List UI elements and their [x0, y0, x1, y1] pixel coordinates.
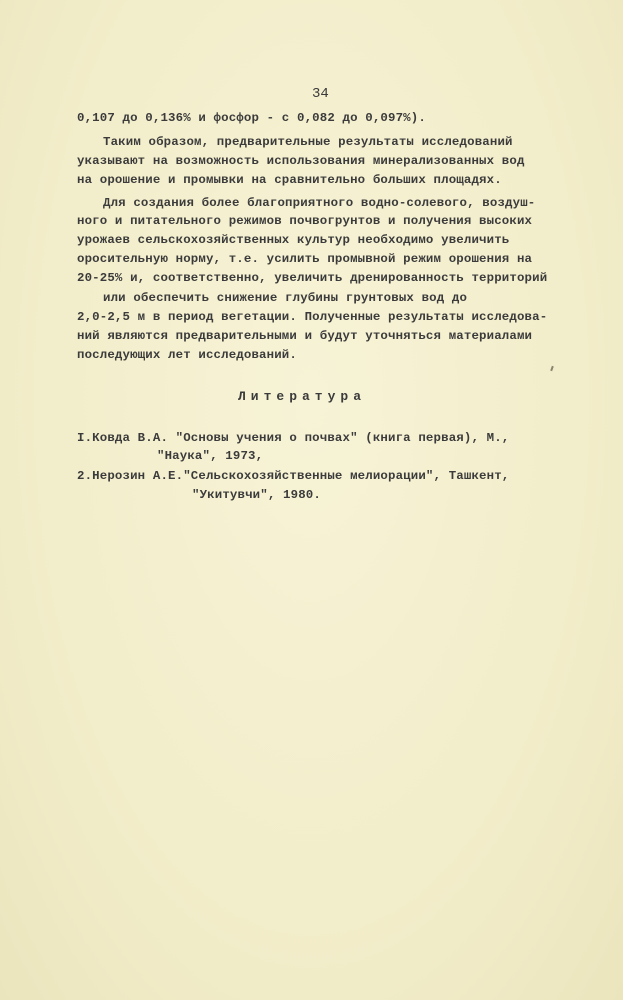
body-line: ного и питательного режимов почвогрунтов и получения высоких — [77, 214, 533, 228]
body-line: 0,107 до 0,136% и фосфор - с 0,082 до 0,097%). — [77, 111, 426, 125]
body-line: на орошение и промывки на сравнительно больших площадях. — [77, 173, 502, 187]
body-line: 20-25% и, соответственно, увеличить дренированность территорий — [77, 271, 548, 285]
body-line: оросительную норму, т.е. усилить промывной режим орошения на — [77, 252, 533, 266]
body-line: урожаев сельскохозяйственных культур необходимо увеличить — [77, 233, 510, 247]
body-line: указывают на возможность использования минерализованных вод — [77, 154, 525, 168]
reference-line: I.Ковда В.А. "Основы учения о почвах" (книга первая), М., — [77, 431, 510, 445]
body-line: Таким образом, предварительные результаты исследований — [103, 135, 513, 149]
reference-line: "Укитувчи", 1980. — [192, 488, 321, 502]
reference-line: 2.Нерозин А.Е."Сельскохозяйственные мелиорации", Ташкент, — [77, 469, 510, 483]
stray-mark — [550, 366, 554, 371]
body-line: последующих лет исследований. — [77, 348, 297, 362]
reference-line: "Наука", 1973, — [157, 449, 264, 463]
body-line: ний являются предварительными и будут уточняться материалами — [77, 329, 533, 343]
body-line: 2,0-2,5 м в период вегетации. Полученные результаты исследова- — [77, 310, 548, 324]
page-number: 34 — [312, 86, 329, 102]
body-line: Для создания более благоприятного водно-солевого, воздуш- — [103, 196, 536, 210]
body-line: или обеспечить снижение глубины грунтовых вод до — [103, 291, 468, 305]
references-heading: Литература — [238, 389, 367, 404]
